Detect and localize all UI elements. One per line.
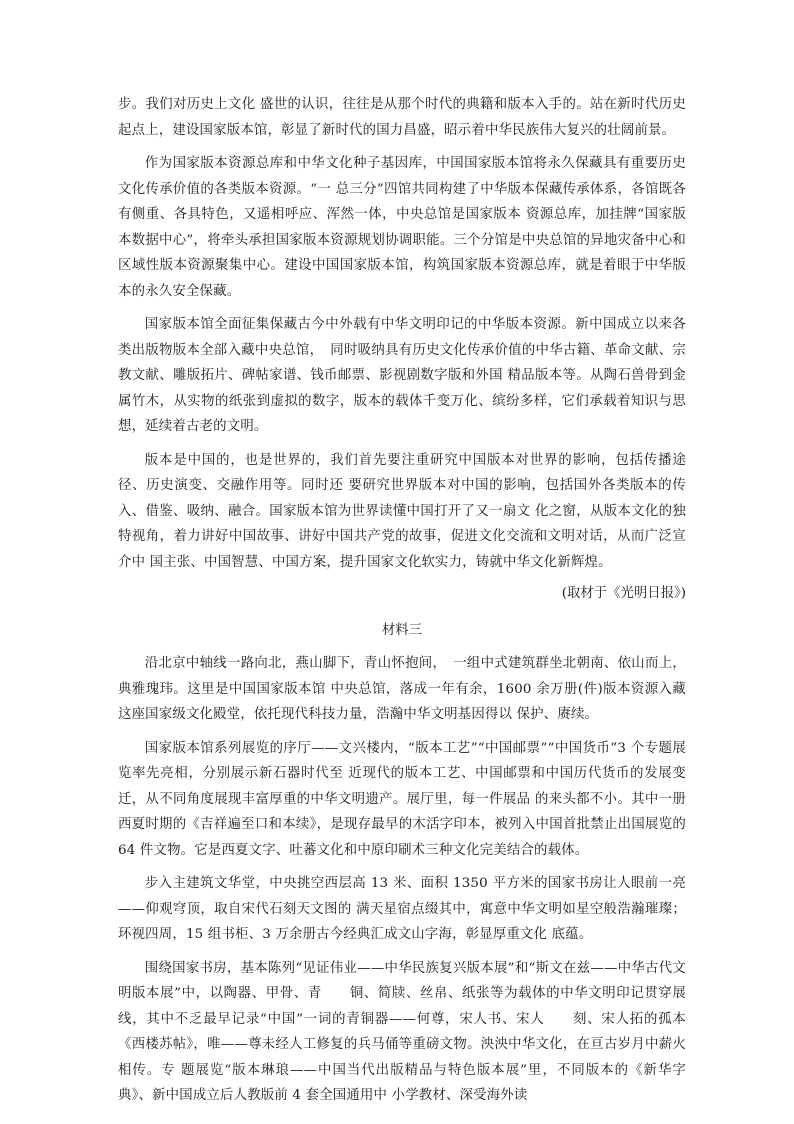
paragraph: 步入主建筑文华堂，中央挑空西层高 13 米、面积 1350 平方米的国家书房让人眼前一亮——仰观穹顶，取自宋代石刻天文图的 满天星宿点缀其中，寓意中华文明如星空般浩瀚璀璨；环视四周，15 组书柜、3 万余册古今经典汇成文山字海，彰显厚重文化 底蕴。 — [118, 876, 686, 942]
paragraph: 国家版本馆系列展览的序厅——文兴楼内，“版本工艺”“中国邮票”“中国货币”3 个专题展览率先亮相，分别展示新石器时代至 近现代的版本工艺、中国邮票和中国历代货币的发展变迁，从不同角度展现丰富厚重的中华文明遗产。展厅里，每一件展品 的来头都不小。其中一册西夏时期的《吉祥遍至口和本续》，是现存最早的木活字印本，被列入中国首批禁止出国展览的 64 件文物。它是西夏文字、吐蕃文化和中原印刷术三种文化完美结合的载体。 — [118, 740, 686, 858]
paragraph: 围绕国家书房，基本陈列“见证伟业——中华民族复兴版本展”和“斯文在兹——中华古代文明版本展”中，以陶器、甲骨、青 铜、简牍、丝帛、纸张等为载体的中华文明印记贯穿展线，其中不乏最早记录“中国”一词的青铜器——何尊，宋人书、宋人 刻、宋人拓的孤本《西楼苏帖》，唯——尊未经人工修复的兵马俑等重磅文物。泱泱中华文化，在亘古岁月中薪火相传。专 题展览“版本琳琅——中国当代出版精品与特色版本展”里，不同版本的《新华字典》、新中国成立后人教版前 4 套全国通用中 小学教材、深受海外读 — [118, 960, 687, 1103]
paragraph: 作为国家版本资源总库和中华文化种子基因库，中国国家版本馆将永久保藏具有重要历史文化传承价值的各类版本资源。“一 总三分”四馆共同构建了中华版本保藏传承体系，各馆既各有侧重、各具特色，又遥相呼应、浑然一体，中央总馆是国家版本 资源总库，加挂牌“国家版本数据中心”，将牵头承担国家版本资源规划协调职能。三个分馆是中央总馆的异地灾备中心和 区域性版本资源聚集中心。建设中国国家版本馆，构筑国家版本资源总库，就是着眼于中华版本的永久安全保藏。 — [118, 156, 714, 299]
paragraph: 版本是中国的，也是世界的，我们首先要注重研究中国版本对世界的影响，包括传播途径、历史演变、交融作用等。同时还 要研究世界版本对中国的影响，包括国外各类版本的传入、借鉴、吸纳、融合。国家版本馆为世界读懂中国打开了又一扇文 化之窗，从版本文化的独特视角，着力讲好中国故事、讲好中国共产党的故事，促进文化交流和文明对话，从而广泛宣介中 国主张、中国智慧、中国方案，提升国家文化软实力，铸就中华文化新辉煌。 — [118, 452, 686, 570]
document-page — [118, 92, 714, 1109]
paragraph: 沿北京中轴线一路向北，燕山脚下，青山怀抱间， 一组中式建筑群坐北朝南、依山而上，典雅瑰玮。这里是中国国家版本馆 中央总馆，落成一年有余，1600 余万册(件)版本资源入藏这座国家级文化殿堂，依托现代科技力量，浩瀚中华文明基因得以 保护、赓续。 — [118, 656, 686, 722]
source-citation: (取材于《光明日报》) — [561, 586, 686, 601]
paragraph: 国家版本馆全面征集保藏古今中外载有中华文明印记的中华版本资源。新中国成立以来各类出版物版本全部入藏中央总馆， 同时吸纳具有历史文化传承价值的中华古籍、革命文献、宗教文献、雕版拓片、碑帖家谱、钱币邮票、影视剧数字版和外国 精品版本等。从陶石兽骨到金属竹木，从实物的纸张到虚拟的数字，版本的载体千变万化、缤纷多样，它们承载着知识与思想，延续着古老的文明。 — [118, 317, 686, 434]
paragraph: 步。我们对历史上文化 盛世的认识，往往是从那个时代的典籍和版本入手的。站在新时代历史起点上，建设国家版本馆，彰显了新时代的国力昌盛，昭示着中华民族伟大复兴的壮阔前景。 — [118, 97, 686, 138]
section-heading: 材料三 — [381, 623, 423, 638]
